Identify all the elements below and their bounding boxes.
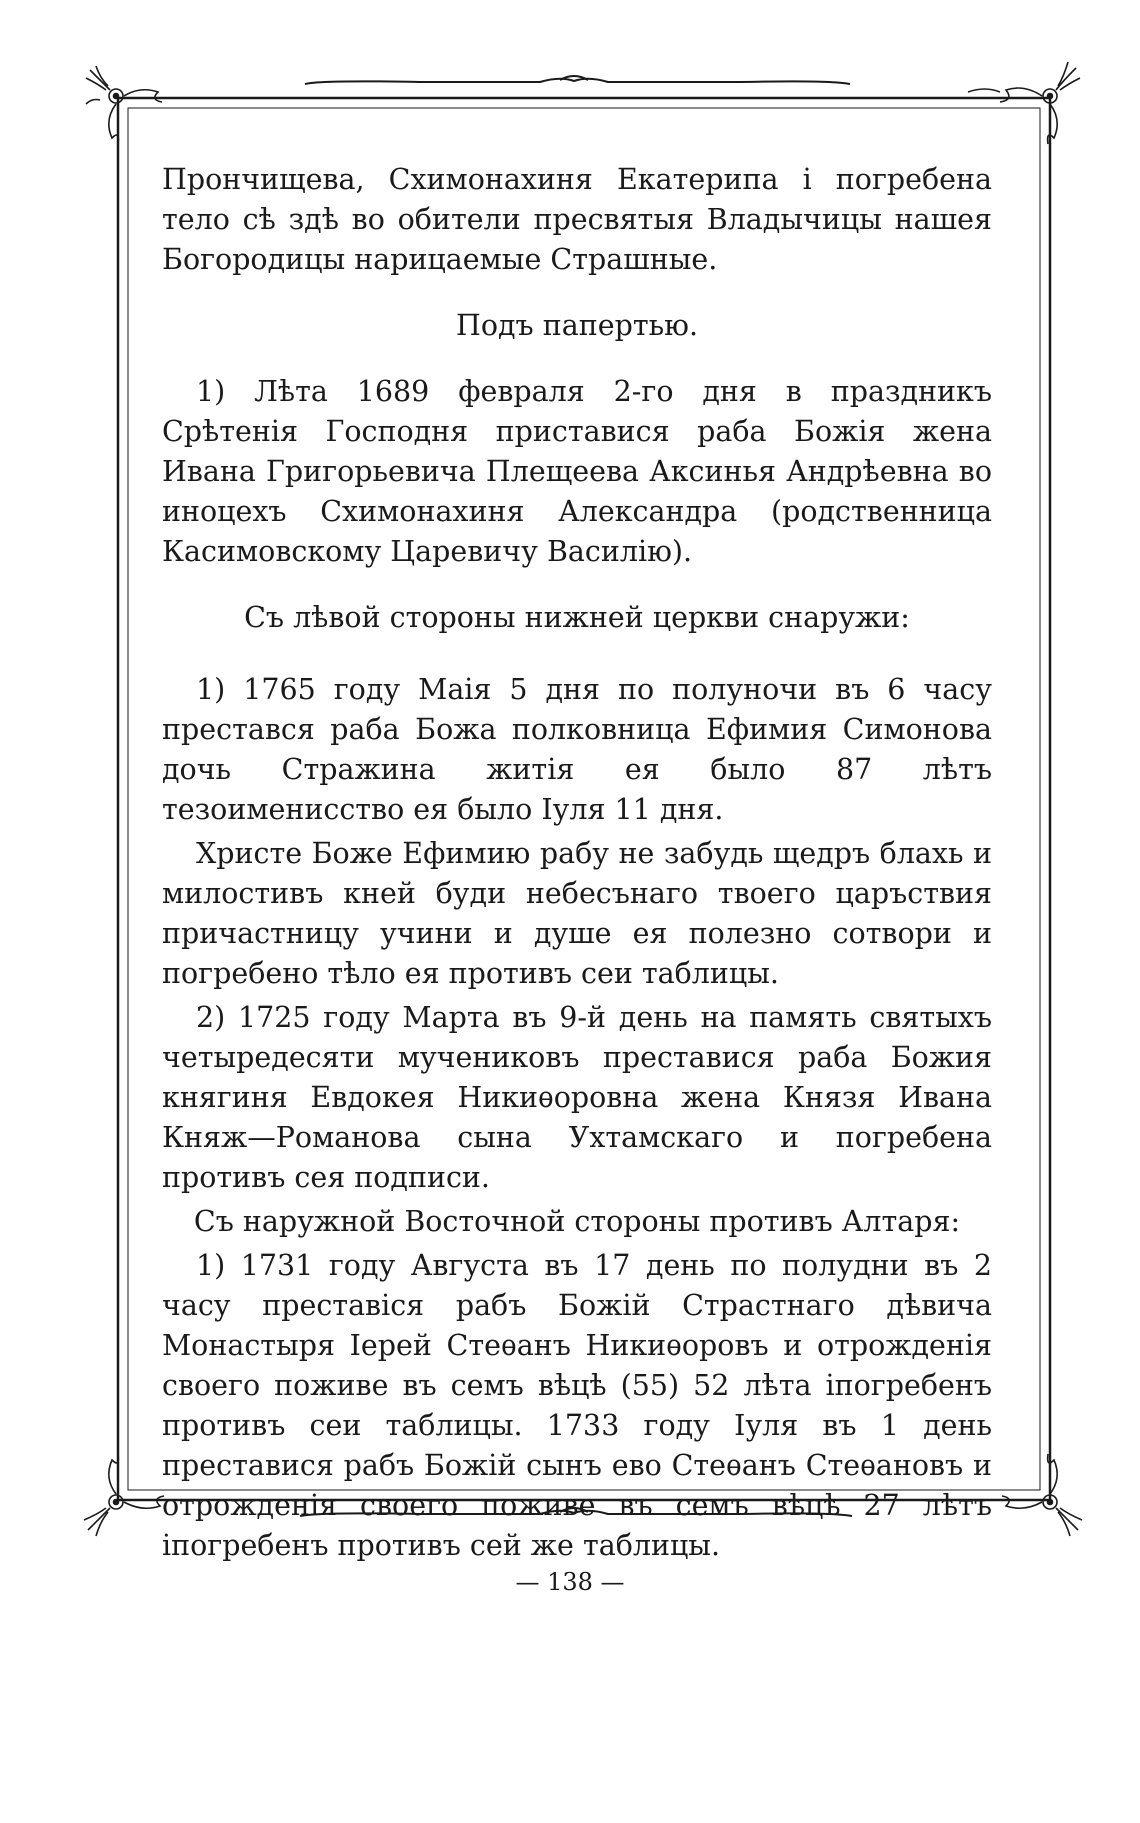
entry-1689: 1) Лѣта 1689 февраля 2-го дня в праздникъ Срѣтенія Господня приставися раба Божія жена Ивана Григорьевича Плещеева Аксинья Андрѣевна во иноцехъ Схимонахиня Александра (родственница Касимовскому Царевичу Василію).	[162, 375, 992, 568]
page-number: — 138 —	[515, 1568, 625, 1596]
entry-1765: 1) 1765 году Маія 5 дня по полуночи въ 6 часу престався раба Божа полковница Ефимия Симонова дочь Стражина житія ея было 87 лѣтъ тезоименисство ея было Іуля 11 дня.	[162, 673, 992, 826]
entry-1731: 1) 1731 году Августа въ 17 день по полудни въ 2 часу преставіся рабъ Божій Страстнаго дѣвича Монастыря Іерей Стеѳанъ Никиѳоровъ и отрожденія своего поживе въ семъ вѣцѣ (55) 52 лѣта іпогребенъ противъ сеи таблицы. 1733 году Іуля въ 1 день преставися рабъ Божій сынъ ево Стеѳанъ Стеѳановъ и отрожденія своего поживе въ семъ вѣцѣ 27 лѣтъ іпогребенъ противъ сей же таблицы.	[162, 1249, 992, 1562]
prayer-paragraph: Христе Боже Ефимию рабу не забудь щедръ блахь и милостивъ кней буди небесънаго твоего царъствия причастницу учини и душе ея полезно сотвори и погребено тѣло ея противъ сеи таблицы.	[162, 837, 992, 990]
ornament-corner-icon	[1002, 1454, 1082, 1536]
ornament-center-icon	[305, 76, 850, 84]
paragraph-continuation: Прончищева, Схимонахиня Екатерипа і погребена тело сѣ здѣ во обители пресвятыя Владычицы нашея Богородицы нарицаемые Страшные.	[162, 163, 992, 276]
ornament-corner-icon	[968, 62, 1080, 144]
section-heading-porch: Подъ папертью.	[456, 309, 698, 342]
section-heading-left-side: Съ лѣвой стороны нижней церкви снаружи:	[244, 601, 910, 634]
entry-1725: 2) 1725 году Марта въ 9-й день на память святыхъ четыредесяти мучениковъ преставися раба Божия княгиня Евдокея Никиѳоровна жена Князя Ивана Княж—Романова сына Ухтамскаго и погребена противъ сея подписи.	[162, 1001, 992, 1194]
ornament-corner-icon	[86, 66, 162, 144]
ornament-corner-icon	[84, 1454, 164, 1536]
body-text	[162, 160, 992, 1566]
section-heading-east-side: Съ наружной Восточной стороны противъ Алтаря:	[193, 1205, 961, 1238]
